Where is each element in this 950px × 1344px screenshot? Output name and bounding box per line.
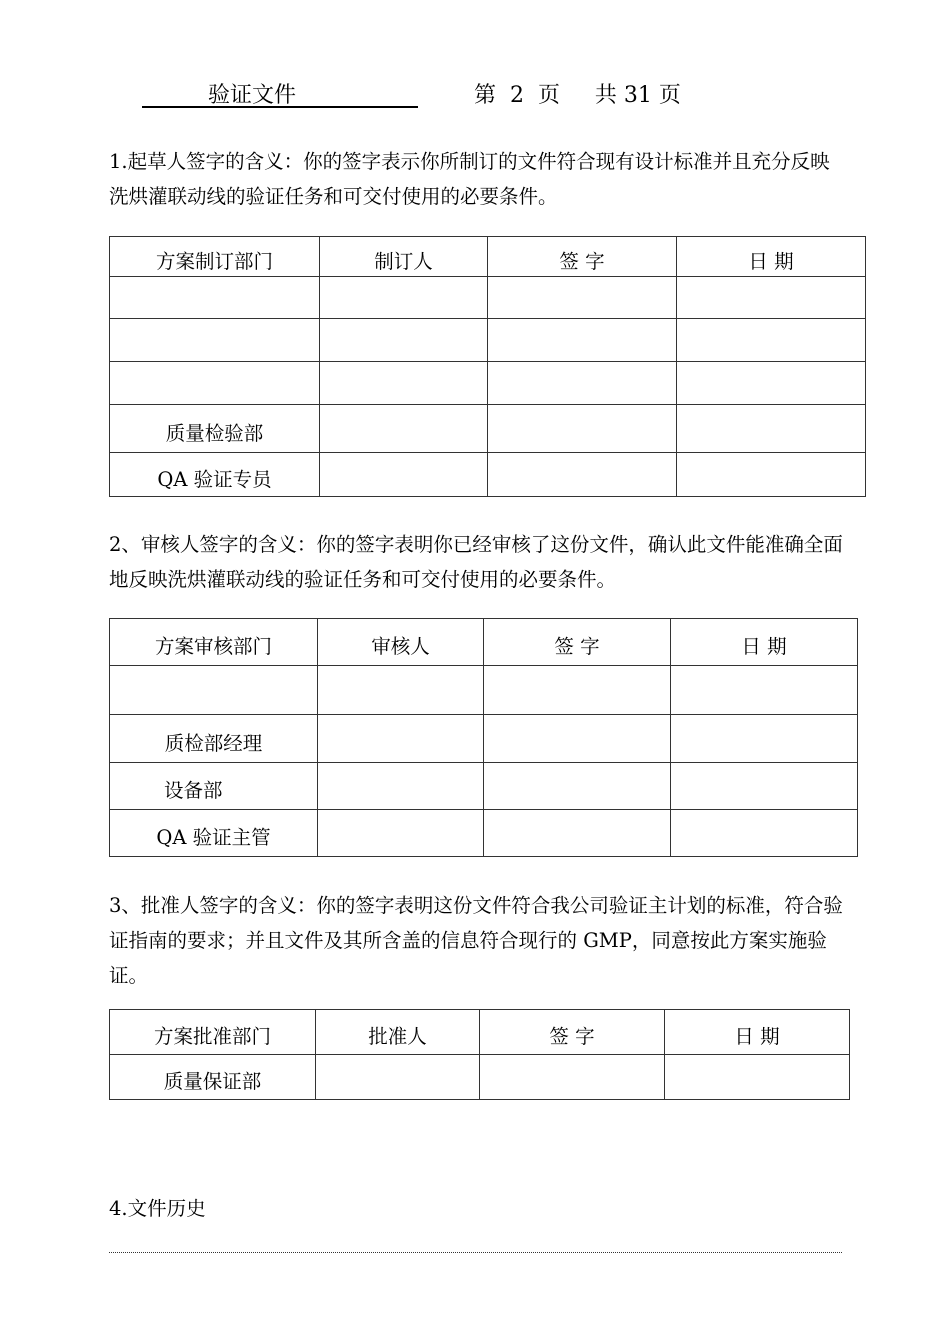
column-header-department: 方案批准部门	[110, 1010, 316, 1055]
department-cell	[110, 362, 320, 405]
drafter-name-field[interactable]	[320, 453, 488, 497]
reviewer-name-field[interactable]	[318, 666, 484, 715]
table-header-row	[110, 1010, 850, 1055]
date-field[interactable]	[665, 1055, 850, 1100]
column-header-reviewer: 审核人	[318, 619, 484, 666]
table-row	[110, 810, 858, 857]
table-row	[110, 1055, 850, 1100]
signature-field[interactable]	[484, 763, 671, 810]
department-cell: 设备部	[110, 763, 318, 810]
signature-field[interactable]	[484, 715, 671, 763]
department-cell	[110, 666, 318, 715]
approver-name-field[interactable]	[316, 1055, 480, 1100]
page-header	[0, 78, 950, 110]
date-field[interactable]	[671, 666, 858, 715]
column-header-signature: 签 字	[488, 237, 677, 277]
department-cell	[110, 319, 320, 362]
table-row	[110, 666, 858, 715]
department-cell: 质量检验部	[110, 405, 320, 453]
document-title-text: 验证文件	[208, 83, 297, 108]
reviewer-signature-meaning: 2、审核人签字的含义：你的签字表明你已经审核了这份文件，确认此文件能准确全面地反映洗烘灌联动线的验证任务和可交付使用的必要条件。	[109, 533, 843, 591]
table-header-row	[110, 619, 858, 666]
document-history-heading: 4.文件历史	[109, 1197, 206, 1220]
signature-field[interactable]	[488, 277, 677, 319]
signature-field[interactable]	[488, 362, 677, 405]
signature-field[interactable]	[488, 319, 677, 362]
table-row	[110, 715, 858, 763]
table-row	[110, 763, 858, 810]
department-cell: 质检部经理	[110, 715, 318, 763]
column-header-department: 方案审核部门	[110, 619, 318, 666]
table-row	[110, 405, 866, 453]
drafter-signature-meaning: 1.起草人签字的含义：你的签字表示你所制订的文件符合现有设计标准并且充分反映洗烘灌联动线的验证任务和可交付使用的必要条件。	[109, 150, 830, 208]
approver-signature-table	[109, 1009, 850, 1100]
reviewer-name-field[interactable]	[318, 763, 484, 810]
signature-field[interactable]	[488, 453, 677, 497]
reviewer-name-field[interactable]	[318, 810, 484, 857]
department-cell: QA 验证专员	[110, 453, 320, 497]
approver-signature-meaning: 3、批准人签字的含义：你的签字表明这份文件符合我公司验证主计划的标准，符合验证指南的要求；并且文件及其所含盖的信息符合现行的 GMP，同意按此方案实施验证。	[109, 894, 843, 987]
signature-field[interactable]	[488, 405, 677, 453]
date-field[interactable]	[671, 810, 858, 857]
table-row	[110, 319, 866, 362]
table-row	[110, 277, 866, 319]
document-title	[142, 78, 418, 108]
date-field[interactable]	[677, 319, 866, 362]
dotted-divider	[109, 1252, 842, 1253]
table-header-row	[110, 237, 866, 277]
drafter-signature-table	[109, 236, 866, 497]
column-header-date: 日 期	[665, 1010, 850, 1055]
department-cell: 质量保证部	[110, 1055, 316, 1100]
column-header-date: 日 期	[671, 619, 858, 666]
date-field[interactable]	[677, 453, 866, 497]
date-field[interactable]	[677, 362, 866, 405]
signature-field[interactable]	[484, 810, 671, 857]
date-field[interactable]	[671, 715, 858, 763]
signature-field[interactable]	[480, 1055, 665, 1100]
column-header-drafter: 制订人	[320, 237, 488, 277]
table-row	[110, 362, 866, 405]
column-header-date: 日 期	[677, 237, 866, 277]
drafter-name-field[interactable]	[320, 405, 488, 453]
column-header-department: 方案制订部门	[110, 237, 320, 277]
signature-field[interactable]	[484, 666, 671, 715]
drafter-name-field[interactable]	[320, 319, 488, 362]
department-cell: QA 验证主管	[110, 810, 318, 857]
column-header-approver: 批准人	[316, 1010, 480, 1055]
date-field[interactable]	[677, 405, 866, 453]
drafter-name-field[interactable]	[320, 277, 488, 319]
table-row	[110, 453, 866, 497]
date-field[interactable]	[677, 277, 866, 319]
department-cell	[110, 277, 320, 319]
column-header-signature: 签 字	[480, 1010, 665, 1055]
page-number: 第 2 页 共 31 页	[474, 83, 681, 108]
date-field[interactable]	[671, 763, 858, 810]
reviewer-name-field[interactable]	[318, 715, 484, 763]
column-header-signature: 签 字	[484, 619, 671, 666]
reviewer-signature-table	[109, 618, 858, 857]
drafter-name-field[interactable]	[320, 362, 488, 405]
